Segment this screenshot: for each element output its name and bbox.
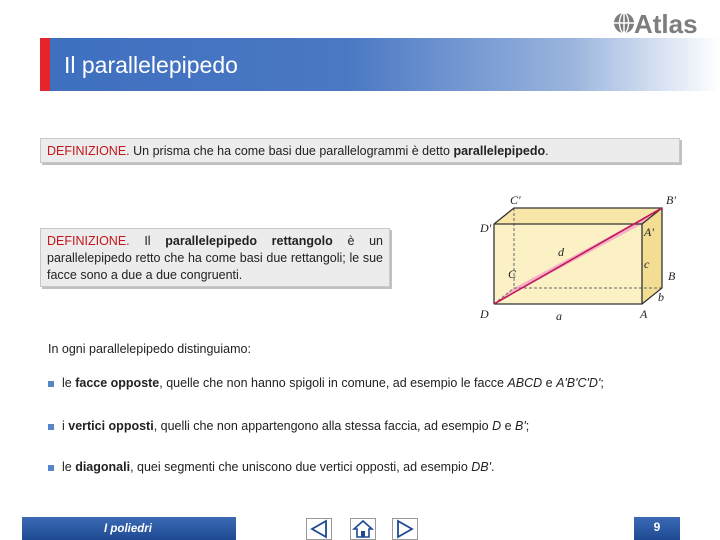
bullet-text: ; (525, 419, 530, 433)
logo-text: Atlas (634, 9, 698, 36)
definition-term: parallelepipedo (453, 144, 546, 158)
vertex-label-a1: A' (644, 225, 654, 239)
definition-label: DEFINIZIONE. (47, 234, 130, 248)
bullet-text: , quelli che non appartengono alla stessa faccia, ad esempio (153, 419, 493, 433)
bullet-text: le (62, 376, 76, 390)
page-number: 9 (653, 520, 661, 534)
vertex-label-b: B (668, 269, 676, 283)
bullet-square-icon (48, 424, 54, 430)
definition-box-1 (40, 138, 680, 163)
edge-label-a: a (556, 309, 562, 323)
definition-box-2 (40, 228, 390, 287)
title-accent (40, 38, 50, 91)
bullet-text: e (501, 419, 516, 433)
definition-text-end: è un parallelepipedo retto che ha come basi due rettangoli; le sue facce sono a due a due congruenti. (47, 234, 383, 282)
bullet-text: e (542, 376, 557, 390)
bullet-square-icon (48, 381, 54, 387)
prev-icon[interactable] (306, 518, 332, 540)
edge-label-d: d (558, 245, 564, 259)
edge-label-b: b (658, 290, 664, 304)
atlas-logo (612, 6, 702, 36)
vertex-label-d: D (480, 307, 489, 321)
definition-label: DEFINIZIONE. (47, 144, 130, 158)
vertex-label-b1: B' (666, 193, 676, 207)
vertex-label-c1: C' (510, 193, 521, 207)
parallelepiped-figure (472, 188, 692, 324)
bullet-text: le (62, 460, 76, 474)
bullet-text: . (491, 460, 495, 474)
bullet-example: DB' (471, 460, 492, 474)
footer-section-label: I poliedri (104, 523, 152, 535)
intro-text: In ogni parallelepipedo distinguiamo: (48, 342, 251, 356)
page-title: Il parallelepipedo (64, 52, 238, 78)
bullet-example: D (492, 419, 502, 433)
next-icon[interactable] (392, 518, 418, 540)
bullet-text: , quei segmenti che uniscono due vertici opposti, ad esempio (130, 460, 472, 474)
list-item (48, 419, 529, 433)
definition-end: . (545, 144, 549, 158)
bullet-square-icon (48, 465, 54, 471)
bullet-example: B' (515, 419, 526, 433)
bullet-term: facce opposte (75, 376, 160, 390)
bullet-text: , quelle che non hanno spigoli in comune, ad esempio le facce (159, 376, 508, 390)
bullet-text: i (62, 419, 69, 433)
vertex-label-a: A (640, 307, 648, 321)
bullet-text: ; (600, 376, 604, 390)
vertex-label-d1: D' (480, 221, 492, 235)
home-icon[interactable] (350, 518, 376, 540)
list-item (48, 376, 604, 390)
bullet-example: ABCD (507, 376, 543, 390)
edge-label-c: c (644, 257, 650, 271)
vertex-label-c: C (508, 267, 517, 281)
definition-text: Un prisma che ha come basi due parallelogrammi è detto (129, 144, 454, 158)
bullet-term: vertici opposti (68, 419, 154, 433)
definition-text: Il (129, 234, 166, 248)
definition-term: parallelepipedo rettangolo (165, 234, 333, 248)
bullet-example: A'B'C'D' (556, 376, 601, 390)
list-item (48, 460, 495, 474)
bullet-term: diagonali (75, 460, 131, 474)
